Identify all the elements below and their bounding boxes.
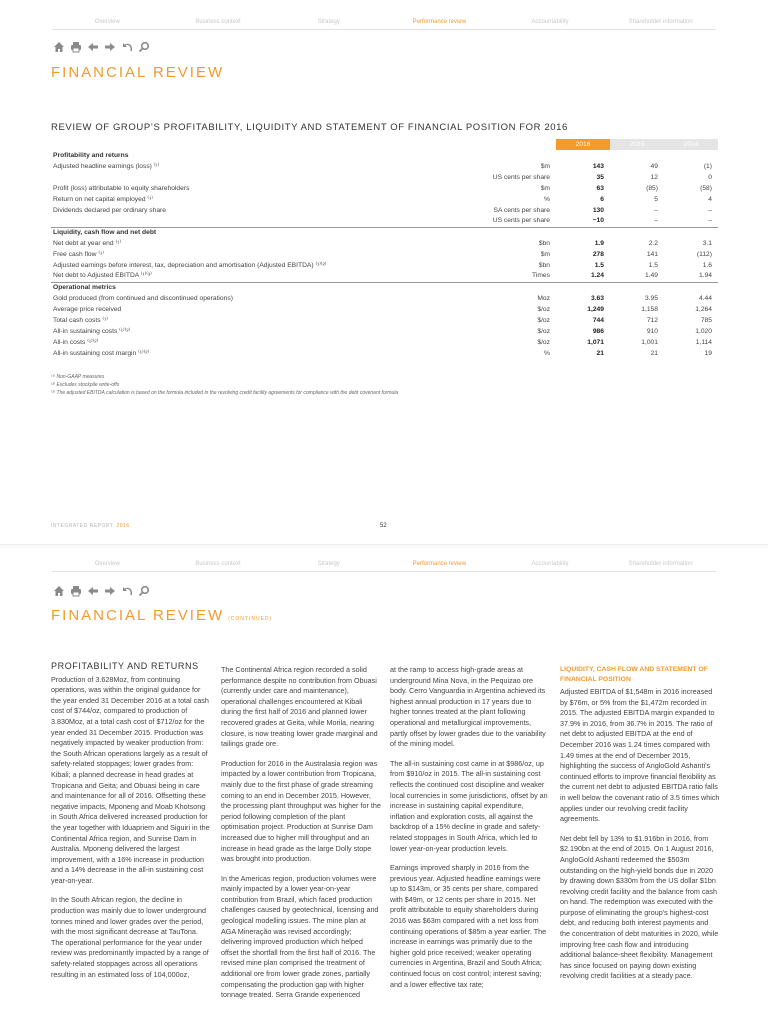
value-2014: 3.1 (702, 239, 712, 247)
metric-unit: $m (540, 184, 550, 192)
value-2014: 4 (708, 195, 712, 203)
table-row (51, 249, 718, 260)
metric-unit: $/oz (537, 338, 550, 346)
paragraph: The Continental Africa region recorded a solid performance despite no contribution from Obuasi (currently under care and maintenance), operational challenges encountered at Kibali during the first half of 2016 and planned lower recovered grades at Geita, while Morila, nearing closure, is now treating lower grade marginal and tailings grade ore. (221, 665, 378, 749)
metric-label: Adjusted headline earnings (loss) ⁽¹⁾ (53, 162, 160, 170)
value-2015: 1,158 (641, 305, 658, 313)
page-title: FINANCIAL REVIEW (51, 64, 225, 81)
value-2014: 1,264 (695, 305, 712, 313)
metric-label: Net debt to Adjusted EBITDA ⁽¹⁾⁽³⁾ (53, 272, 152, 280)
table-row (51, 205, 718, 216)
value-2016: 1,071 (587, 338, 604, 346)
value-2016: 63 (596, 184, 604, 192)
home-icon[interactable] (53, 585, 65, 597)
metric-unit: $bn (538, 239, 550, 247)
value-2014: 1,114 (695, 338, 712, 346)
section-label: Liquidity, cash flow and net debt (51, 227, 718, 238)
toolbar (53, 585, 150, 597)
paragraph: In the South African region, the decline in production was mainly due to lower underground tonnes mined and lower grades over the period, with the most significant decrease at TauTona. The operational performance for the year under review was predominantly impacted by a range of safety-related stoppages across all operations resulting in an estimated loss of 104,000oz, (51, 895, 209, 979)
metric-unit: % (544, 195, 550, 203)
metric-label: Profit (loss) attributable to equity shareholders (53, 184, 190, 192)
forward-icon[interactable] (104, 585, 116, 597)
metric-unit: Moz (537, 294, 550, 302)
metric-unit: US cents per share (492, 217, 550, 225)
page-title-suffix: (CONTINUED) (228, 616, 273, 622)
search-icon[interactable] (138, 585, 150, 597)
table-row (51, 271, 718, 282)
value-2016: 35 (596, 173, 604, 181)
value-2014: – (708, 206, 712, 214)
metric-label: Free cash flow ⁽¹⁾ (53, 250, 104, 258)
table-row (51, 337, 718, 348)
text-column-2 (221, 665, 381, 1010)
table-row (51, 260, 718, 271)
page-title-text: FINANCIAL REVIEW (51, 607, 225, 624)
value-2015: 21 (650, 349, 658, 357)
nav-accountability[interactable]: Accountability (531, 18, 569, 25)
year-2014-header: 2014 (664, 139, 718, 150)
value-2015: 12 (650, 173, 658, 181)
nav-overview[interactable]: Overview (94, 560, 120, 567)
table-row (51, 161, 718, 172)
metric-label: Net debt at year end ⁽¹⁾ (53, 239, 121, 247)
search-icon[interactable] (138, 41, 150, 53)
metric-unit: $m (540, 162, 550, 170)
footer-report-text: INTEGRATED REPORT (51, 523, 114, 529)
metric-unit: $/oz (537, 327, 550, 335)
value-2016: 986 (592, 327, 604, 335)
metric-label (51, 216, 381, 227)
section-heading: LIQUIDITY, CASH FLOW AND STATEMENT OF FINANCIAL POSITION (560, 666, 708, 683)
metric-unit: $m (540, 250, 550, 258)
nav-accountability[interactable]: Accountability (531, 560, 569, 567)
year-2016-header: 2016 (556, 139, 610, 150)
table-row (51, 304, 718, 315)
value-2016: 1,249 (587, 305, 604, 313)
section-row (51, 227, 718, 238)
value-2014: 1.94 (698, 272, 712, 280)
table-row (51, 315, 718, 326)
value-2015: 3.95 (644, 294, 658, 302)
section-label: Operational metrics (51, 282, 718, 293)
text-column-4 (560, 665, 720, 991)
paragraph: Earnings improved sharply in 2016 from the previous year. Adjusted headline earnings were up to $143m, or 35 cents per share, compared with $49m, or 12 cents per share in 2015. Net profit attributable to equity shareholders during 2016 was $63m compared with a net loss from continuing operations of $85m a year earlier. The increase in earnings was primarily due to the higher gold price received; weaker operating currencies in Argentina, Brazil and South Africa; continued focus on cost control; interest saving; and a lower effective tax rate; (390, 863, 547, 989)
financial-review-table (51, 139, 718, 359)
value-2014: (1) (703, 162, 712, 170)
nav-business-context[interactable]: Business context (195, 560, 241, 567)
value-2016: ~10 (592, 217, 604, 225)
metric-unit: SA cents per share (493, 206, 550, 214)
nav-business-context[interactable]: Business context (195, 18, 241, 25)
metric-unit: $/oz (537, 305, 550, 313)
value-2016: 21 (596, 349, 604, 357)
value-2016: 1.5 (594, 261, 604, 269)
back-icon[interactable] (87, 585, 99, 597)
metric-label: Gold produced (from continued and discontinued operations) (53, 294, 233, 302)
table-row (51, 183, 718, 194)
metric-label: Total cash costs ⁽¹⁾ (53, 316, 108, 324)
paragraph: Production of 3.628Moz, from continuing operations, was within the original guidance for the year ended 31 December 2016 at a total cash cost of $744/oz, compared to production of 3.830Moz, at a total cash cost of $712/oz for the year ended 31 December 2015. Production was negatively impacted by weaker production from: the South African operations largely as a result of safety-related stoppages; lower grades from: Kibali; a planned decrease in head grades at Tropicana and Geita; and Obuasi being in care and maintenance for all of 2016. Offsetting these negative impacts, Mponeng and Moab Khotsong in South Africa delivered increased production for the year together with Iduapriem and Siguiri in the Continental Africa region, and Sunrise Dam in Australia. Mponeng delivered the largest improvement, with a 16% increase in production and a 14% decrease in the all-in sustaining cost year-on-year. (51, 674, 210, 885)
metric-unit: % (544, 349, 550, 357)
table-row (51, 194, 718, 205)
value-2016: 278 (592, 250, 604, 258)
paragraph: In the Americas region, production volumes were mainly impacted by a lower year-on-year contribution from Brazil, which faced production challenges caused by geotechnical, licensing and geological modelling issues. The mine plan at AGA Mineração was revised accordingly; delivering improved production which helped offset the shortfall from the first half of 2016. The revised mine plan comprised the treatment of additional ore from lower grade zones, partially compensating the production gap with higher tonnage treated. Serra Grande experienced (221, 873, 379, 1000)
metric-label: Average price received (53, 305, 122, 313)
value-2015: 910 (646, 327, 658, 335)
value-2015: 5 (654, 195, 658, 203)
value-2015: 1,001 (641, 338, 658, 346)
nav-shareholder-information[interactable]: Shareholder information (628, 560, 693, 567)
value-2015: – (654, 217, 658, 225)
nav-performance-review[interactable]: Performance review (412, 18, 467, 25)
value-2016: 3.63 (590, 294, 604, 302)
table-title: REVIEW OF GROUP’S PROFITABILITY, LIQUIDITY AND STATEMENT OF FINANCIAL POSITION FOR 2016 (51, 122, 568, 133)
paragraph: Adjusted EBITDA of $1,548m in 2016 increased by $76m, or 5% from the $1,472m recorded in 2015. The adjusted EBITDA margin expanded to 37.9% in 2016, from 36.7% in 2015. The ratio of net debt to adjusted EBITDA at the end of December 2016 was 1.24 times compared with 1.49 times at the end of December 2015, highlighting the success of AngloGold Ashanti’s continued efforts to improve financial flexibility as the current net debt to adjusted EBITDA ratio falls in well below the covenant ratio of 3.5 times which applies under our revolving credit facility agreements. (560, 687, 720, 824)
value-2015: – (654, 206, 658, 214)
home-icon[interactable] (53, 41, 65, 53)
paragraph: Production for 2016 in the Australasia region was impacted by a lower contribution from Tropicana, mainly due to the first phase of grade streaming coming to an end in December 2015. However, the processing plant throughput was higher for the period following completion of the plant optimisation project. Production at Sunrise Dam increased due to higher mill throughput and an increase in head grade as the large Dolly stope was brought into production. (221, 758, 381, 864)
forward-icon[interactable] (104, 41, 116, 53)
metric-label: Adjusted earnings before interest, tax, depreciation and amortisation (Adjusted EBITDA) ⁽¹⁾⁽²⁾ (53, 261, 327, 269)
value-2015: 1.49 (644, 272, 658, 280)
page-number: 52 (380, 523, 387, 529)
value-2015: (85) (646, 184, 658, 192)
footnotes (51, 373, 398, 397)
metric-label: Return on net capital employed ⁽¹⁾ (53, 195, 153, 203)
value-2014: (112) (696, 250, 712, 258)
value-2014: 1,020 (695, 327, 712, 335)
value-2016: 130 (592, 206, 604, 214)
value-2015: 712 (646, 316, 658, 324)
paragraph: at the ramp to access high-grade areas at underground Mina Nova, in the Pequizao ore body. Cerro Vanguardia in Argentina achieved its highest annual production in 17 years due to higher tonnes treated at the plant following operational and metallurgical improvements, partly offset by lower grades due to the variability of the mining model. (390, 665, 546, 749)
value-2014: – (708, 217, 712, 225)
value-2016: 143 (592, 162, 604, 170)
back-icon[interactable] (87, 41, 99, 53)
paragraph: Net debt fell by 13% to $1.916bn in 2016, from $2.190bn at the end of 2015. On 1 August 2016, AngloGold Ashanti redeemed the $503m outstanding on the high-yield bonds due in 2020 by drawing down $330m from the US dollar $1bn revolving credit facility and the balance from cash on hand. The redemption was executed with the purpose of eliminating the group’s highest-cost debt, and reducing both interest payments and the concentration of debt maturities in 2020, while improving free cash flow and introducing additional balance-sheet flexibility. Management has since focused on paying down existing revolving credit facilities at a steady pace. (560, 833, 719, 981)
table-row (51, 326, 718, 337)
page-title (51, 607, 272, 624)
value-2014: 19 (704, 349, 712, 357)
table-body (51, 150, 718, 359)
metric-label: All-in sustaining costs ⁽¹⁾⁽²⁾ (53, 327, 131, 335)
value-2014: (58) (700, 184, 712, 192)
nav-performance-review[interactable]: Performance review (412, 560, 467, 567)
metric-unit: $/oz (537, 316, 550, 324)
section-label: Profitability and returns (53, 151, 129, 159)
metric-unit: $bn (538, 261, 550, 269)
value-2014: 785 (700, 316, 712, 324)
print-icon[interactable] (70, 585, 82, 597)
page-53 (0, 548, 768, 1024)
table-row (51, 293, 718, 304)
value-2015: 49 (650, 162, 658, 170)
text-column-1 (51, 661, 211, 989)
value-2014: 0 (708, 173, 712, 181)
table-row (51, 172, 718, 183)
year-2015-header: 2015 (610, 139, 664, 150)
nav-strategy[interactable]: Strategy (317, 18, 340, 25)
footnote: ⁽²⁾ Excludes stockpile write-offs (51, 382, 120, 388)
footnote: ⁽¹⁾ Non-GAAP measures (51, 374, 105, 380)
value-2014: 1.6 (702, 261, 712, 269)
value-2016: 744 (592, 316, 604, 324)
section-row (51, 150, 718, 161)
paragraph: The all-in sustaining cost came in at $986/oz, up from $910/oz in 2015. The all-in sustaining cost reflects the continued cost discipline and weaker local currencies in some jurisdictions, offset by an increase in sustaining capital expenditure, inflation and exploration costs, all against the backdrop of a 15% decline in grade and safety-related stoppages in South Africa, which led to lower year-on-year production levels. (390, 758, 548, 853)
value-2015: 2.2 (648, 239, 658, 247)
table-row (51, 348, 718, 359)
toolbar (53, 41, 150, 53)
value-2015: 141 (646, 250, 658, 258)
top-navigation (52, 14, 716, 30)
table-row (51, 216, 718, 227)
metric-label (51, 172, 381, 183)
nav-shareholder-information[interactable]: Shareholder information (628, 18, 693, 25)
metric-label: All-in sustaining cost margin ⁽¹⁾⁽²⁾ (53, 349, 150, 357)
metric-label: Dividends declared per ordinary share (53, 206, 167, 214)
print-icon[interactable] (70, 41, 82, 53)
text-column-3 (390, 665, 550, 999)
value-2014: 4.44 (698, 294, 712, 302)
undo-icon[interactable] (121, 41, 133, 53)
value-2016: 1.9 (594, 239, 604, 247)
value-2016: 1.24 (590, 272, 604, 280)
value-2015: 1.5 (648, 261, 658, 269)
nav-overview[interactable]: Overview (94, 18, 120, 25)
value-2016: 6 (600, 195, 604, 203)
undo-icon[interactable] (121, 585, 133, 597)
table-header-row (51, 139, 718, 150)
metric-label: All-in costs ⁽¹⁾⁽²⁾ (53, 338, 99, 346)
top-navigation (52, 556, 716, 572)
footer-year: 2016 (116, 523, 130, 529)
metric-unit: US cents per share (492, 173, 550, 181)
footnote: ⁽³⁾ The adjusted EBITDA calculation is based on the formula included in the revolving credit facility agreements for compliance with the debt covenant formula (51, 390, 399, 396)
section-row (51, 282, 718, 293)
table-row (51, 238, 718, 249)
section-heading: PROFITABILITY AND RETURNS (51, 661, 199, 671)
metric-unit: Times (532, 272, 550, 280)
footer-report-label (51, 523, 130, 529)
nav-strategy[interactable]: Strategy (317, 560, 340, 567)
